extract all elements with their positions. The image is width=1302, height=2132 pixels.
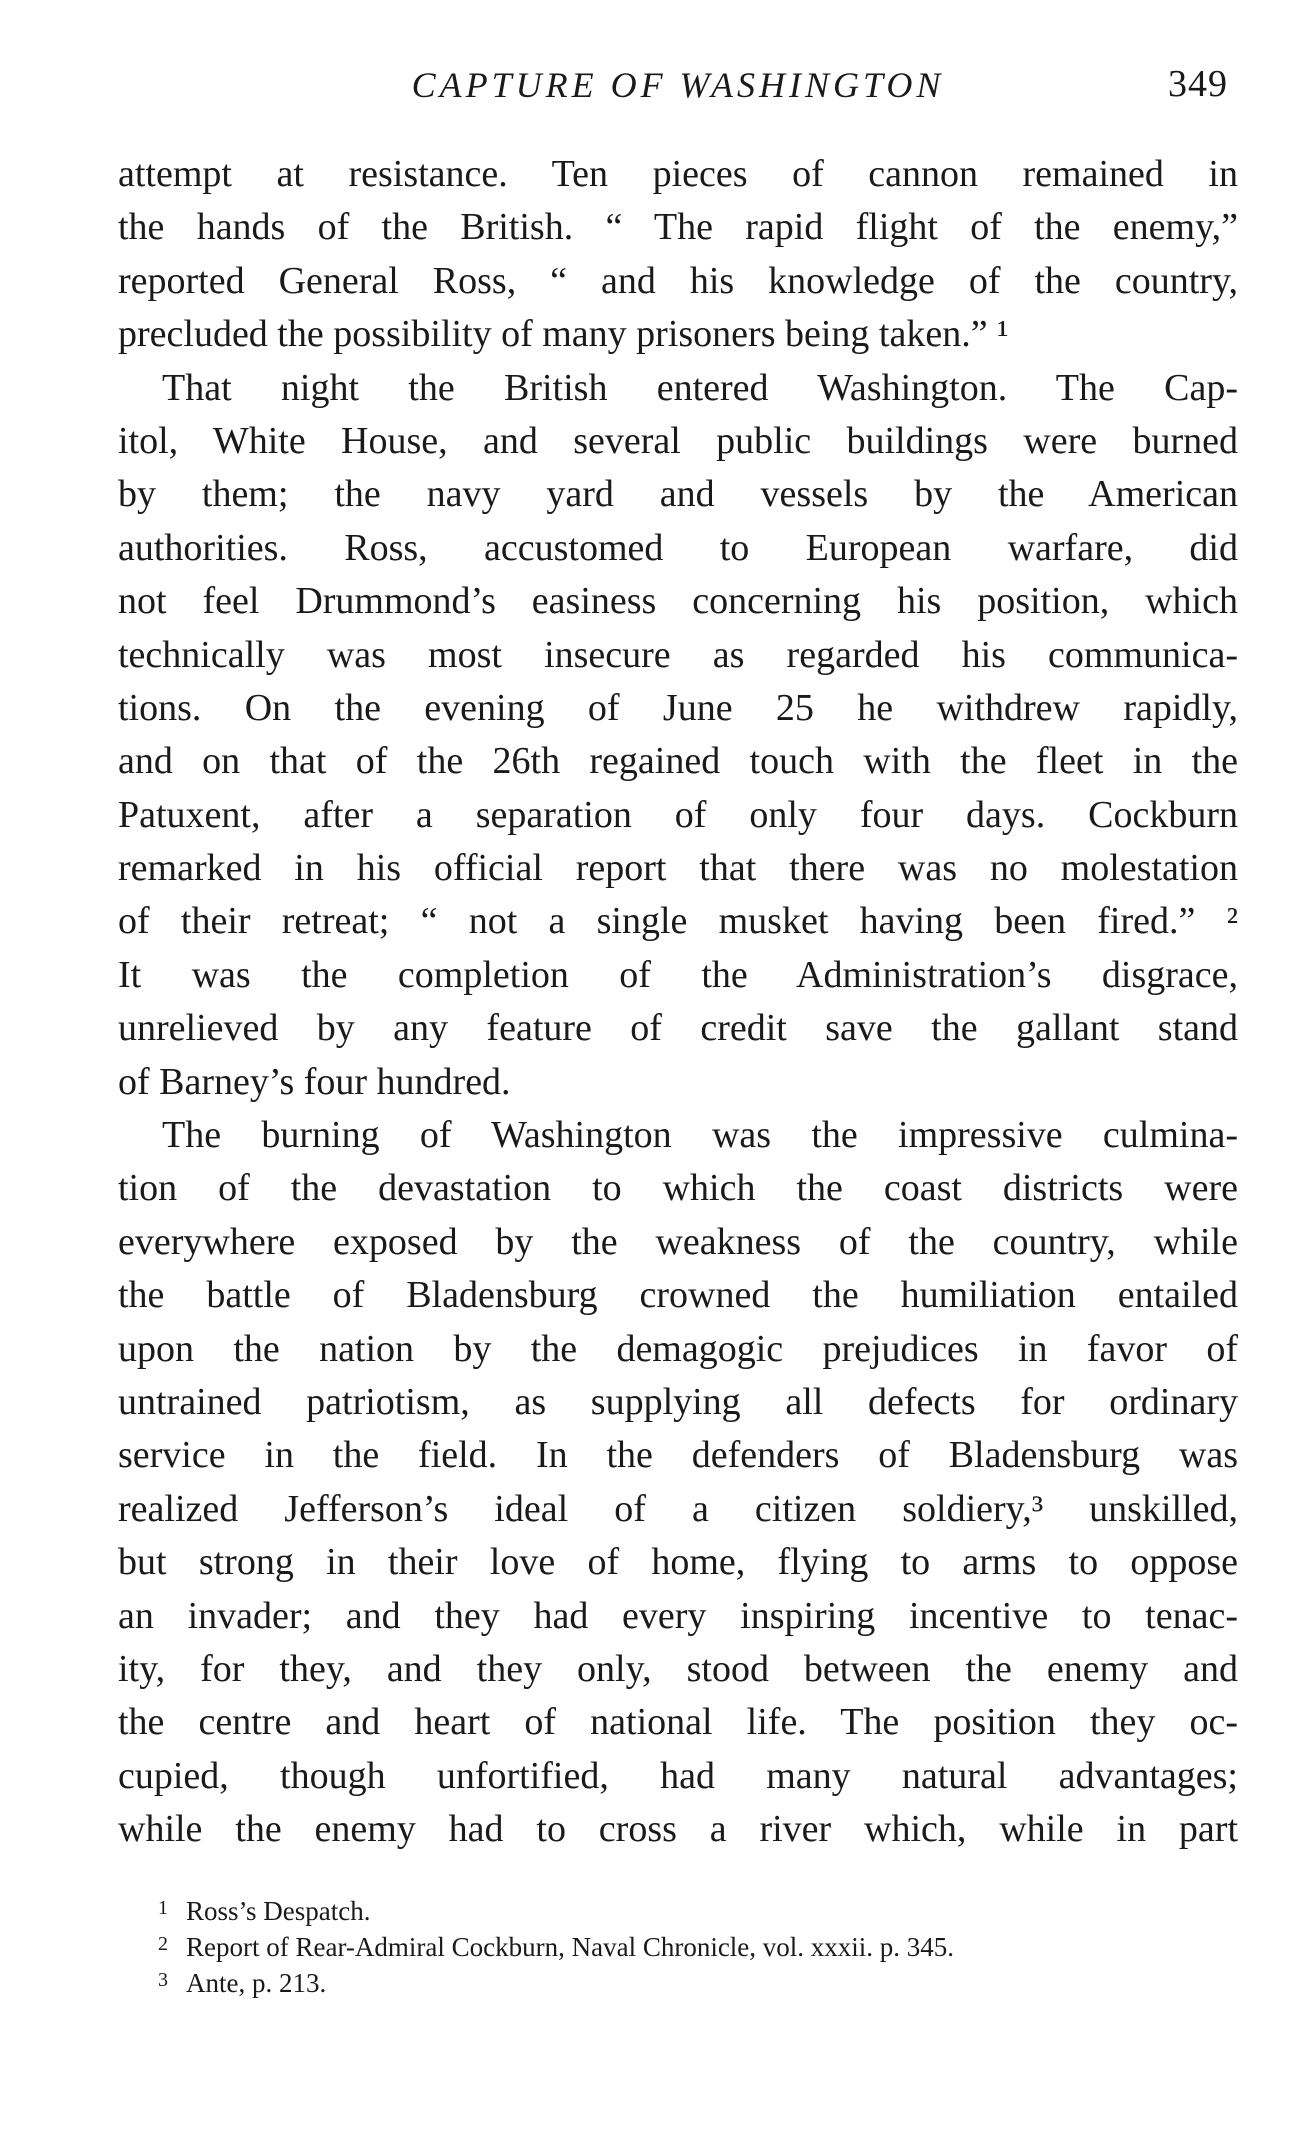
footnote-text: Ross’s Despatch. [186, 1896, 371, 1926]
text-line: reported General Ross, “ and his knowledge of the country, [118, 259, 1238, 302]
text-line: ity, for they, and they only, stood between the enemy and [118, 1647, 1238, 1690]
text-line: of their retreat; “ not a single musket having been fired.” ² [118, 900, 1238, 943]
text-line: precluded the possibility of many prisoners being taken.” ¹ [118, 313, 1009, 356]
footnote [158, 1890, 1218, 1926]
text-line: unrelieved by any feature of credit save the gallant stand [118, 1007, 1238, 1050]
text-line: The burning of Washington was the impressive culmina- [162, 1114, 1238, 1157]
text-line: attempt at resistance. Ten pieces of cannon remained in [118, 153, 1238, 195]
text-line: the hands of the British. “ The rapid flight of the enemy,” [118, 206, 1238, 249]
text-line: That night the British entered Washington. The Cap- [162, 366, 1238, 409]
footnote-text: Report of Rear-Admiral Cockburn, Naval Chronicle, vol. xxxii. p. 345. [186, 1932, 955, 1962]
text-line: the battle of Bladensburg crowned the humiliation entailed [118, 1274, 1238, 1317]
text-line: realized Jefferson’s ideal of a citizen soldiery,³ unskilled, [118, 1487, 1238, 1530]
footnotes [158, 1890, 1218, 1998]
footnote [158, 1926, 1218, 1962]
text-line: by them; the navy yard and vessels by the American [118, 473, 1238, 516]
text-line: while the enemy had to cross a river which, while in part [118, 1808, 1238, 1851]
footnote-marker: 3 [158, 1969, 168, 1991]
text-line: and on that of the 26th regained touch with the fleet in the [118, 740, 1238, 783]
footnote [158, 1962, 1218, 1998]
text-line: an invader; and they had every inspiring incentive to tenac- [118, 1594, 1238, 1637]
page-header [118, 62, 1238, 112]
text-line: tions. On the evening of June 25 he withdrew rapidly, [118, 686, 1238, 729]
text-line: but strong in their love of home, flying to arms to oppose [118, 1541, 1238, 1584]
footnote-marker: 1 [158, 1897, 168, 1919]
page-number: 349 [1168, 63, 1228, 105]
text-line: tion of the devastation to which the coast districts were [118, 1167, 1238, 1210]
text-line: itol, White House, and several public buildings were burned [118, 419, 1238, 462]
text-line: untrained patriotism, as supplying all defects for ordinary [118, 1380, 1238, 1423]
text-line: of Barney’s four hundred. [118, 1060, 511, 1103]
footnote-marker: 2 [158, 1933, 168, 1955]
text-line: service in the field. In the defenders of Bladensburg was [118, 1434, 1238, 1477]
body-text [118, 148, 1238, 1857]
text-line: It was the completion of the Administration’s disgrace, [118, 953, 1238, 996]
text-line: upon the nation by the demagogic prejudices in favor of [118, 1327, 1238, 1370]
text-line: the centre and heart of national life. The position they oc- [118, 1701, 1238, 1744]
text-line: Patuxent, after a separation of only four days. Cockburn [118, 793, 1238, 836]
text-line: remarked in his official report that there was no molestation [118, 847, 1238, 890]
text-line: cupied, though unfortified, had many natural advantages; [118, 1754, 1238, 1797]
text-line: technically was most insecure as regarded his communica- [118, 633, 1238, 676]
footnote-text: Ante, p. 213. [186, 1968, 327, 1998]
text-line: everywhere exposed by the weakness of the country, while [118, 1220, 1238, 1263]
text-line: not feel Drummond’s easiness concerning his position, which [118, 580, 1238, 623]
running-head: CAPTURE OF WASHINGTON [411, 65, 945, 105]
text-line: authorities. Ross, accustomed to European warfare, did [118, 526, 1238, 569]
